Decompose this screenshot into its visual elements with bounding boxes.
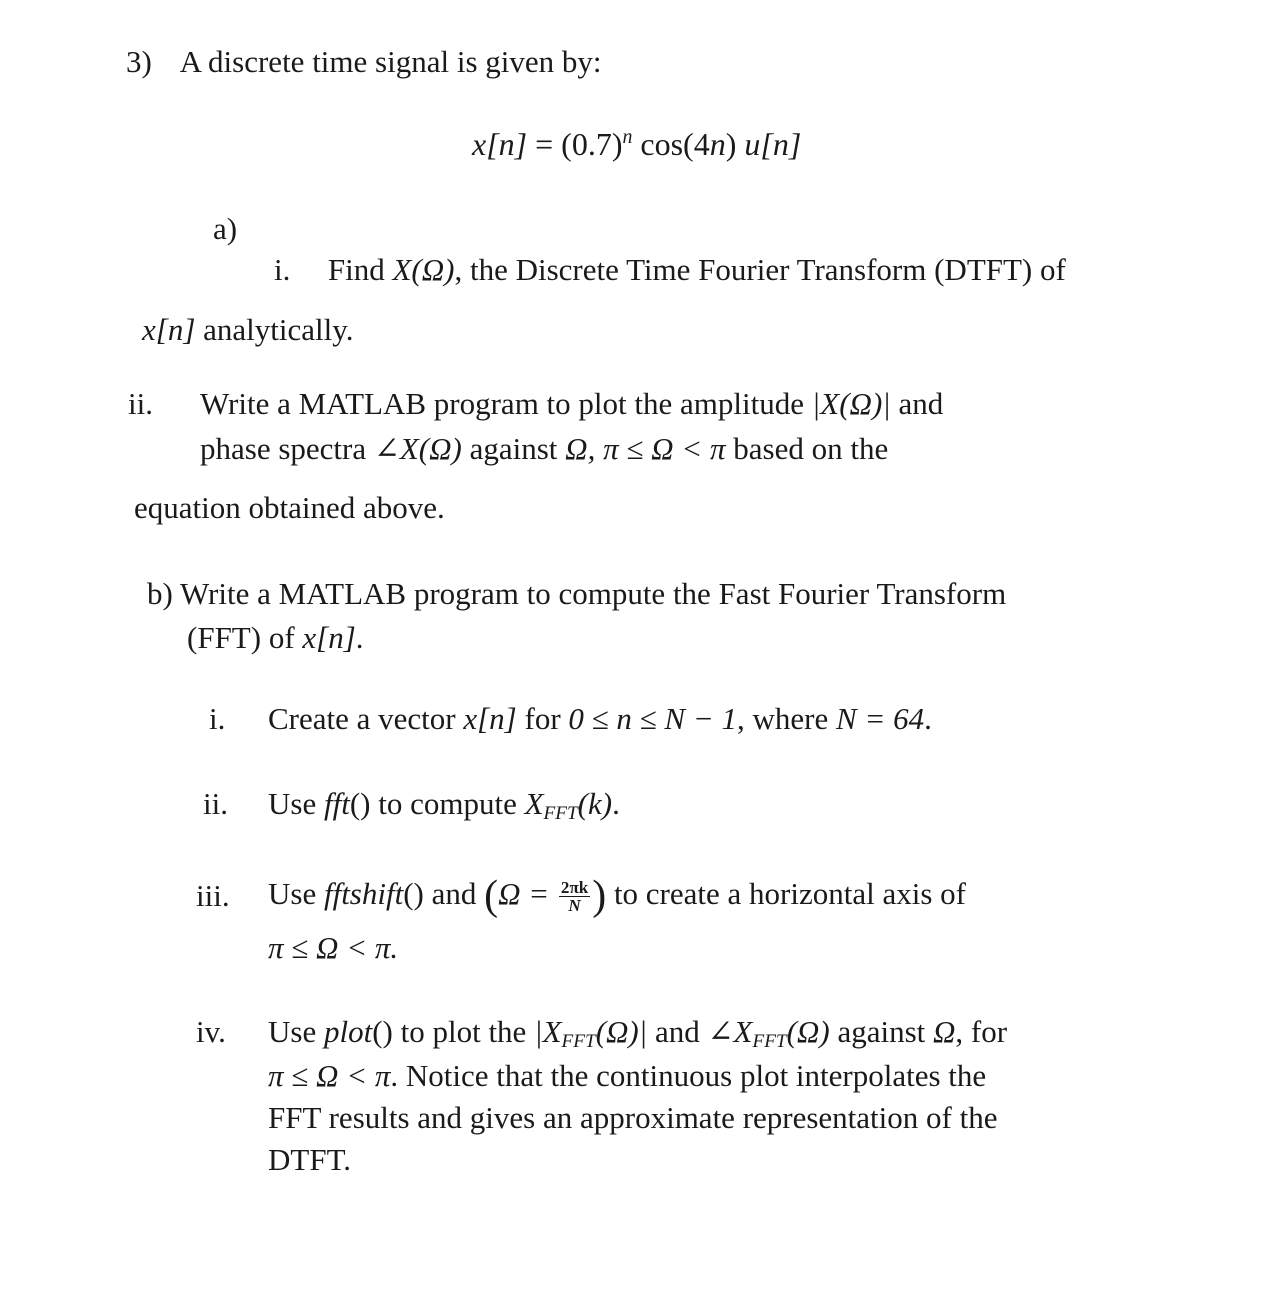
question-number: 3) bbox=[126, 44, 152, 79]
part-b-i-numeral: i. bbox=[209, 701, 226, 736]
part-b-iv-numeral: iv. bbox=[196, 1014, 226, 1049]
part-b-line1: b) Write a MATLAB program to compute the Fast Fourier Transform bbox=[147, 576, 1007, 611]
question-intro: A discrete time signal is given by: bbox=[179, 44, 602, 79]
part-b-iv-line4: DTFT. bbox=[268, 1142, 351, 1177]
part-a-ii-line1: Write a MATLAB program to plot the amplitude |X(Ω)| and bbox=[200, 386, 944, 421]
part-a-i: i. Find X(Ω), the Discrete Time Fourier Transform (DTFT) of bbox=[274, 252, 1066, 287]
part-a-label: a) bbox=[213, 211, 238, 246]
part-b-ii-text: Use fft() to compute $X_{FFT}(k)$. bbox=[268, 786, 620, 824]
part-b-line2: (FFT) of x[n]. bbox=[187, 620, 364, 655]
part-a-ii-line3: equation obtained above. bbox=[134, 490, 445, 525]
part-b-iv-line3: FFT results and gives an approximate representation of the bbox=[268, 1100, 998, 1135]
part-a-ii-numeral: ii. bbox=[128, 386, 153, 421]
omega-fraction: $\frac{2\pi k}{N}$ bbox=[560, 877, 589, 916]
signal-equation: $x[n] = (0.7)^n$ cos(4n) u[n] bbox=[472, 126, 802, 162]
part-b-iv-line2: π ≤ Ω < π. Notice that the continuous plot interpolates the bbox=[268, 1058, 987, 1093]
part-b-iii-text: Use fftshift() and (Ω = $\frac{2\pi k}{N}$ ) to create a horizontal axis of bbox=[268, 873, 966, 920]
part-b-iii-line2: π ≤ Ω < π. bbox=[268, 930, 399, 965]
numeral: i. bbox=[274, 252, 291, 287]
part-b-ii-numeral: ii. bbox=[203, 786, 228, 821]
part-b-label: b) bbox=[147, 576, 173, 611]
part-a-ii-line2: phase spectra ∠X(Ω) against Ω, π ≤ Ω < π based on the bbox=[200, 431, 889, 466]
part-a-i-continued: x[n] analytically. bbox=[142, 312, 354, 347]
part-b-iii-numeral: iii. bbox=[196, 878, 230, 913]
part-b-iv-line1: Use plot() to plot the $|X_{FFT}(\Omega)|$ and $\angle X_{FFT}(\Omega)$ against Ω, for bbox=[268, 1014, 1008, 1052]
question-header bbox=[126, 46, 602, 77]
part-b-i-text: Create a vector x[n] for 0 ≤ n ≤ N − 1, where N = 64. bbox=[268, 701, 932, 736]
